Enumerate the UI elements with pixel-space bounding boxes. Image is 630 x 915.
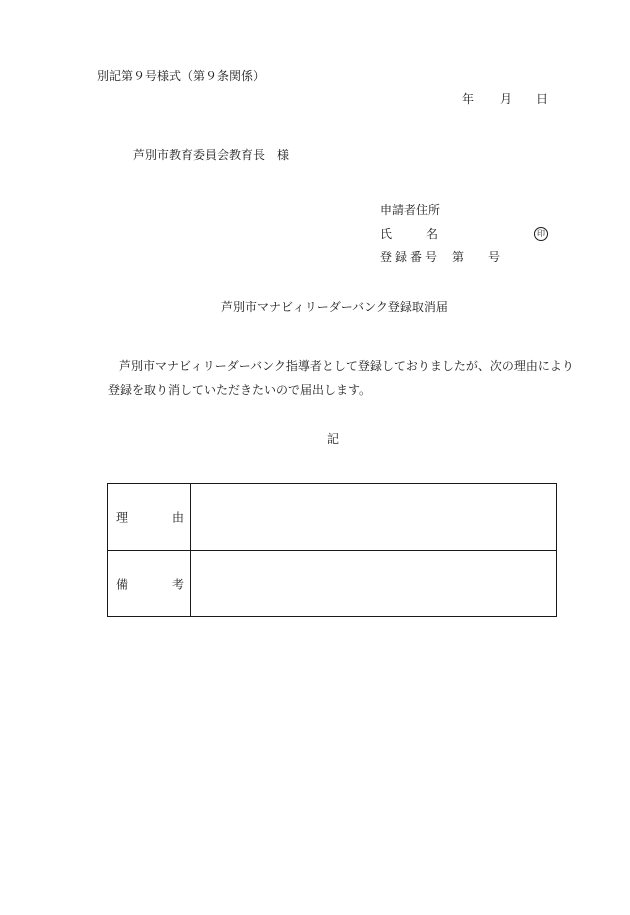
date-line [462, 93, 548, 105]
ki-heading: 記 [327, 432, 340, 446]
applicant-address-label: 申請者住所 [380, 203, 441, 217]
remarks-label-char-1: 備 [116, 577, 129, 591]
date-day-label: 日 [536, 92, 549, 106]
reason-label-cell [108, 484, 191, 550]
body-line-2: 登録を取り消していただきたいので届出します。 [108, 383, 372, 397]
body-text [97, 354, 577, 402]
form-number: 別記第９号様式（第９条関係） [97, 69, 266, 83]
addressee: 芦別市教育委員会教育長 様 [133, 148, 290, 162]
details-table [107, 483, 557, 617]
table-row-remarks [108, 550, 556, 617]
table-row-reason [108, 484, 556, 551]
name-label-2: 名 [426, 227, 439, 241]
body-line-1: 芦別市マナビィリーダーバンク指導者として登録しておりましたが、次の理由により [119, 359, 574, 373]
reason-value-field[interactable] [191, 484, 556, 550]
seal-mark-icon: 印 [534, 227, 548, 241]
date-month-label: 月 [500, 92, 513, 106]
name-label-1: 氏 [380, 227, 393, 241]
applicant-name-row [380, 227, 545, 241]
reason-label-char-1: 理 [116, 510, 129, 525]
registration-label: 登録番号 [380, 250, 441, 264]
remarks-value-field[interactable] [191, 550, 556, 617]
reason-label-char-2: 由 [171, 510, 184, 525]
document-title: 芦別市マナビィリーダーバンク登録取消届 [221, 300, 448, 314]
remarks-label-cell [108, 550, 191, 617]
registration-suffix: 号 [488, 250, 501, 264]
date-year-label: 年 [462, 92, 475, 106]
remarks-label-char-2: 考 [171, 577, 184, 591]
registration-prefix: 第 [452, 250, 465, 264]
registration-row [380, 251, 500, 263]
